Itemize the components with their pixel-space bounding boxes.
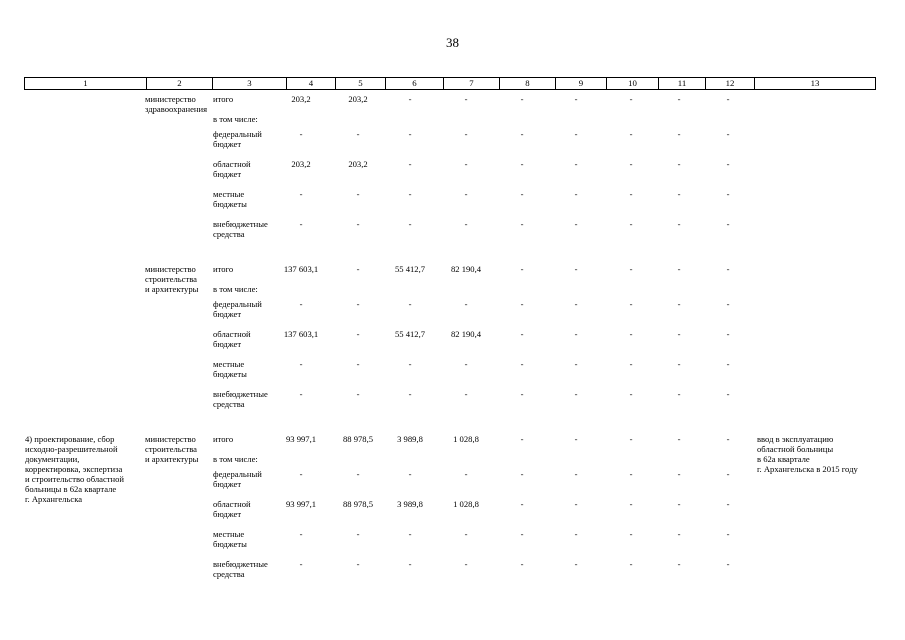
value-cell: - <box>574 434 578 444</box>
budget-label-federal: федеральный <box>213 469 262 479</box>
budget-label-regional: бюджет <box>213 509 242 519</box>
value-cell: - <box>520 189 524 199</box>
activity-name-line: документации, <box>25 454 80 464</box>
value-cell: - <box>574 389 578 399</box>
budget-label-local: бюджеты <box>213 539 247 549</box>
value-cell: 1 028,8 <box>453 434 479 444</box>
value-cell: - <box>726 559 730 569</box>
column-number-10: 10 <box>606 78 658 89</box>
value-cell: - <box>726 129 730 139</box>
value-cell: - <box>356 389 360 399</box>
value-cell: 93 997,1 <box>285 499 317 509</box>
ministry-name-line: и архитектуры <box>145 284 199 294</box>
value-cell: - <box>408 469 412 479</box>
value-cell: - <box>356 359 360 369</box>
budget-label-regional: бюджет <box>213 339 242 349</box>
budget-label-federal: бюджет <box>213 309 242 319</box>
value-cell: - <box>726 469 730 479</box>
value-cell: - <box>520 499 524 509</box>
value-cell: - <box>520 434 524 444</box>
column-number-13: 13 <box>754 78 875 89</box>
value-cell: - <box>629 359 633 369</box>
value-cell: 1 028,8 <box>453 499 479 509</box>
value-cell: - <box>356 469 360 479</box>
value-cell: - <box>356 189 360 199</box>
value-cell: 3 989,8 <box>397 499 423 509</box>
value-cell: - <box>520 299 524 309</box>
budget-label-local: местные <box>213 189 245 199</box>
value-cell: - <box>574 359 578 369</box>
value-cell: 137 603,1 <box>283 329 319 339</box>
expected-result-line: г. Архангельска в 2015 году <box>757 464 858 474</box>
budget-label-federal: бюджет <box>213 139 242 149</box>
value-cell: - <box>299 129 303 139</box>
value-cell: - <box>299 529 303 539</box>
value-cell: - <box>408 129 412 139</box>
budget-label-offbudget: средства <box>213 229 245 239</box>
value-cell: - <box>408 559 412 569</box>
value-cell: - <box>574 329 578 339</box>
value-cell: - <box>574 159 578 169</box>
value-cell: - <box>356 299 360 309</box>
value-cell: - <box>408 189 412 199</box>
value-cell: - <box>299 219 303 229</box>
value-cell: - <box>629 389 633 399</box>
value-cell: - <box>677 299 681 309</box>
value-cell: - <box>574 189 578 199</box>
expected-result-line: в 62а квартале <box>757 454 810 464</box>
value-cell: - <box>726 434 730 444</box>
value-cell: - <box>356 129 360 139</box>
value-cell: - <box>574 499 578 509</box>
value-cell: - <box>677 129 681 139</box>
value-cell: - <box>520 219 524 229</box>
value-cell: - <box>408 219 412 229</box>
value-cell: - <box>299 189 303 199</box>
value-cell: - <box>464 159 468 169</box>
value-cell: - <box>629 189 633 199</box>
column-number-12: 12 <box>705 78 754 89</box>
budget-label-offbudget: средства <box>213 569 245 579</box>
value-cell: - <box>408 159 412 169</box>
value-cell: - <box>629 499 633 509</box>
ministry-name-line: министерство <box>145 94 196 104</box>
value-cell: - <box>520 559 524 569</box>
value-cell: - <box>356 529 360 539</box>
value-cell: - <box>726 299 730 309</box>
value-cell: - <box>629 559 633 569</box>
value-cell: - <box>408 359 412 369</box>
value-cell: 203,2 <box>291 94 311 104</box>
expected-result-line: областной больницы <box>757 444 834 454</box>
value-cell: - <box>464 469 468 479</box>
value-cell: - <box>574 129 578 139</box>
value-cell: - <box>726 359 730 369</box>
activity-name-line: 4) проектирование, сбор <box>25 434 115 444</box>
ministry-name-line: министерство <box>145 434 196 444</box>
value-cell: - <box>726 189 730 199</box>
budget-label-local: бюджеты <box>213 369 247 379</box>
value-cell: - <box>677 434 681 444</box>
value-cell: - <box>464 299 468 309</box>
budget-label-regional: областной <box>213 159 251 169</box>
budget-label-federal: федеральный <box>213 129 262 139</box>
column-number-2: 2 <box>146 78 212 89</box>
column-number-5: 5 <box>335 78 385 89</box>
value-cell: - <box>726 529 730 539</box>
value-cell: - <box>299 559 303 569</box>
value-cell: - <box>677 499 681 509</box>
activity-name-line: больницы в 62а квартале <box>25 484 117 494</box>
value-cell: - <box>464 559 468 569</box>
value-cell: - <box>520 159 524 169</box>
column-number-8: 8 <box>499 78 555 89</box>
budget-label-local: бюджеты <box>213 199 247 209</box>
budget-label-offbudget: внебюджетные <box>213 389 268 399</box>
value-cell: - <box>464 129 468 139</box>
value-cell: - <box>356 264 360 274</box>
value-cell: - <box>574 559 578 569</box>
value-cell: - <box>677 329 681 339</box>
ministry-name-line: министерство <box>145 264 196 274</box>
value-cell: - <box>520 389 524 399</box>
value-cell: - <box>677 359 681 369</box>
value-cell: - <box>520 359 524 369</box>
value-cell: - <box>677 219 681 229</box>
budget-label-regional: бюджет <box>213 169 242 179</box>
value-cell: 203,2 <box>291 159 311 169</box>
budget-label-including: в том числе: <box>213 454 258 464</box>
budget-label-offbudget: средства <box>213 399 245 409</box>
value-cell: - <box>520 329 524 339</box>
value-cell: - <box>574 94 578 104</box>
value-cell: - <box>299 389 303 399</box>
column-number-7: 7 <box>443 78 499 89</box>
value-cell: - <box>677 469 681 479</box>
value-cell: - <box>629 94 633 104</box>
value-cell: - <box>677 264 681 274</box>
value-cell: 137 603,1 <box>283 264 319 274</box>
column-number-6: 6 <box>385 78 443 89</box>
value-cell: - <box>408 299 412 309</box>
value-cell: - <box>356 329 360 339</box>
budget-label-federal: бюджет <box>213 479 242 489</box>
value-cell: - <box>408 529 412 539</box>
value-cell: - <box>629 469 633 479</box>
budget-label-including: в том числе: <box>213 114 258 124</box>
budget-label-offbudget: внебюджетные <box>213 559 268 569</box>
value-cell: - <box>726 94 730 104</box>
value-cell: 3 989,8 <box>397 434 423 444</box>
value-cell: - <box>464 94 468 104</box>
column-number-9: 9 <box>555 78 606 89</box>
ministry-name-line: строительства <box>145 444 197 454</box>
value-cell: - <box>677 189 681 199</box>
activity-name-line: исходно-разрешительной <box>25 444 118 454</box>
value-cell: - <box>574 219 578 229</box>
value-cell: - <box>574 529 578 539</box>
value-cell: - <box>520 529 524 539</box>
value-cell: - <box>574 264 578 274</box>
value-cell: - <box>464 189 468 199</box>
value-cell: - <box>677 529 681 539</box>
value-cell: - <box>574 469 578 479</box>
value-cell: - <box>520 129 524 139</box>
value-cell: - <box>299 299 303 309</box>
value-cell: - <box>356 219 360 229</box>
value-cell: - <box>299 469 303 479</box>
value-cell: 203,2 <box>348 159 368 169</box>
ministry-name-line: строительства <box>145 274 197 284</box>
value-cell: - <box>408 94 412 104</box>
value-cell: - <box>299 359 303 369</box>
ministry-name-line: и архитектуры <box>145 454 199 464</box>
value-cell: 55 412,7 <box>394 329 426 339</box>
value-cell: - <box>726 264 730 274</box>
budget-label-regional: областной <box>213 499 251 509</box>
column-number-header <box>24 77 876 90</box>
value-cell: - <box>726 219 730 229</box>
page-number: 38 <box>446 35 459 50</box>
value-cell: 82 190,4 <box>450 264 482 274</box>
column-number-3: 3 <box>212 78 286 89</box>
ministry-name-line: здравоохранения <box>145 104 208 114</box>
value-cell: - <box>726 159 730 169</box>
value-cell: - <box>629 264 633 274</box>
value-cell: 88 978,5 <box>342 499 374 509</box>
value-cell: - <box>356 559 360 569</box>
value-cell: - <box>629 329 633 339</box>
expected-result-line: ввод в эксплуатацию <box>757 434 834 444</box>
value-cell: 82 190,4 <box>450 329 482 339</box>
column-number-1: 1 <box>83 78 88 88</box>
value-cell: - <box>629 529 633 539</box>
value-cell: 55 412,7 <box>394 264 426 274</box>
value-cell: - <box>574 299 578 309</box>
budget-label-local: местные <box>213 529 245 539</box>
activity-name-line: корректировка, экспертиза <box>25 464 123 474</box>
value-cell: - <box>629 434 633 444</box>
budget-label-regional: областной <box>213 329 251 339</box>
value-cell: - <box>677 389 681 399</box>
budget-label-including: в том числе: <box>213 284 258 294</box>
value-cell: - <box>520 469 524 479</box>
value-cell: - <box>520 264 524 274</box>
value-cell: - <box>726 499 730 509</box>
budget-label-offbudget: внебюджетные <box>213 219 268 229</box>
value-cell: - <box>677 159 681 169</box>
value-cell: - <box>677 559 681 569</box>
value-cell: - <box>677 94 681 104</box>
budget-label-total: итого <box>213 94 234 104</box>
value-cell: - <box>726 389 730 399</box>
budget-label-local: местные <box>213 359 245 369</box>
value-cell: - <box>464 219 468 229</box>
value-cell: - <box>464 389 468 399</box>
value-cell: 88 978,5 <box>342 434 374 444</box>
value-cell: - <box>408 389 412 399</box>
budget-label-total: итого <box>213 264 234 274</box>
budget-label-total: итого <box>213 434 234 444</box>
value-cell: - <box>629 219 633 229</box>
value-cell: - <box>464 359 468 369</box>
activity-name-line: г. Архангельска <box>25 494 83 504</box>
value-cell: 203,2 <box>348 94 368 104</box>
budget-label-federal: федеральный <box>213 299 262 309</box>
activity-name-line: и строительство областной <box>25 474 125 484</box>
column-number-11: 11 <box>658 78 705 89</box>
value-cell: - <box>629 159 633 169</box>
value-cell: - <box>629 129 633 139</box>
value-cell: - <box>464 529 468 539</box>
column-number-4: 4 <box>286 78 335 89</box>
value-cell: - <box>520 94 524 104</box>
value-cell: - <box>726 329 730 339</box>
value-cell: - <box>629 299 633 309</box>
value-cell: 93 997,1 <box>285 434 317 444</box>
